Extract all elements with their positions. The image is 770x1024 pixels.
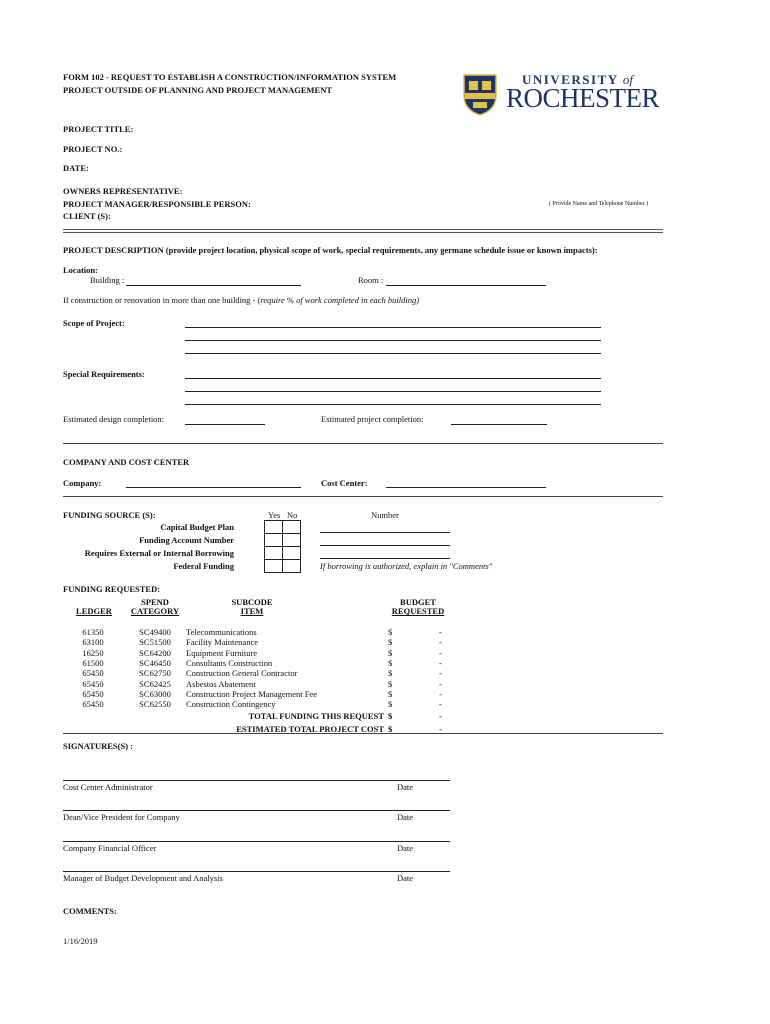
funding-account-number-field[interactable] xyxy=(320,545,450,546)
company-field[interactable] xyxy=(126,487,301,488)
category-cell: SC62750 xyxy=(139,668,171,679)
provide-name-note: ( Provide Name and Telephone Number ) xyxy=(549,201,649,207)
item-cell: Facility Maintenance xyxy=(186,637,258,648)
ledger-cell: 65450 xyxy=(82,668,104,679)
amount-cell: - xyxy=(439,668,442,679)
no-header: No xyxy=(287,510,298,520)
project-title-label: PROJECT TITLE: xyxy=(63,124,134,134)
amount-cell: - xyxy=(439,688,442,699)
logo-university-text: UNIVERSITY xyxy=(522,72,619,87)
currency-cell: $ xyxy=(388,678,393,689)
category-cell: SC62550 xyxy=(139,699,171,710)
design-completion-field[interactable] xyxy=(185,424,265,425)
signature-title: Manager of Budget Development and Analysis xyxy=(63,873,223,883)
room-label: Room : xyxy=(358,275,384,285)
signatures-heading: SIGNATURES(S) : xyxy=(63,741,133,751)
scope-of-project-label: Scope of Project: xyxy=(63,318,125,328)
borrowing-yes-checkbox[interactable] xyxy=(264,546,283,560)
ledger-cell: 61500 xyxy=(82,657,104,668)
cost-center-field[interactable] xyxy=(386,487,546,488)
borrowing-number-field[interactable] xyxy=(320,558,450,559)
section-divider xyxy=(63,496,663,497)
company-label: Company: xyxy=(63,478,102,488)
form-title-line1: FORM 102 - REQUEST TO ESTABLISH A CONSTRUCTION/INFORMATION SYSTEM xyxy=(63,72,397,82)
total-funding-currency: $ xyxy=(388,711,393,721)
logo-of-text: of xyxy=(622,72,634,87)
project-manager-label: PROJECT MANAGER/RESPONSIBLE PERSON: xyxy=(63,199,251,209)
section-divider xyxy=(63,443,663,444)
company-heading: COMPANY AND COST CENTER xyxy=(63,457,190,467)
project-completion-label: Estimated project completion: xyxy=(321,414,424,424)
funding-account-yes-checkbox[interactable] xyxy=(264,533,283,547)
category-cell: SC62425 xyxy=(139,678,171,689)
signature-title: Company Financial Officer xyxy=(63,843,157,853)
signature-title: Cost Center Administrator xyxy=(63,782,153,792)
ledger-cell: 65450 xyxy=(82,688,104,699)
currency-cell: $ xyxy=(388,688,393,699)
multi-building-note-prefix: If construction or renovation in more than one building - ( xyxy=(63,295,261,305)
category-cell: SC51500 xyxy=(139,637,171,648)
item-cell: Equipment Furniture xyxy=(186,647,258,658)
scope-line-3[interactable] xyxy=(185,353,601,354)
amount-cell: - xyxy=(439,699,442,710)
ledger-cell: 16250 xyxy=(82,647,104,658)
section-divider xyxy=(63,733,663,734)
category-cell: SC64200 xyxy=(139,647,171,658)
estimated-total-amount: - xyxy=(439,724,442,734)
owners-representative-label: OWNERS REPRESENTATIVE: xyxy=(63,186,183,196)
university-seal-icon xyxy=(460,72,500,116)
signature-date-label: Date xyxy=(397,873,414,883)
design-completion-label: Estimated design completion: xyxy=(63,414,165,424)
signature-line[interactable] xyxy=(63,780,450,781)
number-header: Number xyxy=(371,510,399,520)
signature-line[interactable] xyxy=(63,810,450,811)
signature-line[interactable] xyxy=(63,841,450,842)
funding-requested-heading: FUNDING REQUESTED: xyxy=(63,584,161,594)
funding-row-label: Funding Account Number xyxy=(139,535,234,545)
multi-building-note-italic: require % of work completed in each building) xyxy=(260,295,420,305)
room-field[interactable] xyxy=(386,285,546,286)
currency-cell: $ xyxy=(388,627,393,637)
special-line-3[interactable] xyxy=(185,404,601,405)
item-cell: Construction General Contractor xyxy=(186,668,298,679)
project-description-heading: PROJECT DESCRIPTION (provide project location, physical scope of work, special requirements, any germane schedule issue or known impacts): xyxy=(63,245,598,255)
section-divider xyxy=(63,229,663,233)
logo-rochester-text: ROCHESTER xyxy=(506,83,660,113)
footer-date: 1/16/2019 xyxy=(63,936,98,946)
funding-account-no-checkbox[interactable] xyxy=(282,533,301,547)
building-label: Building : xyxy=(90,275,125,285)
currency-cell: $ xyxy=(388,657,393,668)
amount-cell: - xyxy=(439,647,442,658)
building-field[interactable] xyxy=(126,285,301,286)
university-logo xyxy=(460,72,660,116)
category-cell: SC46450 xyxy=(139,657,171,668)
funding-row-label: Federal Funding xyxy=(173,561,234,571)
multi-building-note xyxy=(63,295,419,305)
amount-cell: - xyxy=(439,627,442,637)
total-funding-label: TOTAL FUNDING THIS REQUEST xyxy=(248,711,384,721)
capital-budget-number-field[interactable] xyxy=(320,532,450,533)
amount-cell: - xyxy=(439,637,442,648)
signature-date-label: Date xyxy=(397,843,414,853)
scope-line-2[interactable] xyxy=(185,340,601,341)
signature-date-label: Date xyxy=(397,812,414,822)
estimated-total-label: ESTIMATED TOTAL PROJECT COST xyxy=(236,724,384,734)
amount-cell: - xyxy=(439,657,442,668)
special-line-2[interactable] xyxy=(185,391,601,392)
estimated-total-currency: $ xyxy=(388,724,393,734)
amount-cell: - xyxy=(439,678,442,689)
date-label: DATE: xyxy=(63,163,89,173)
item-cell: Asbestos Abatement xyxy=(186,678,256,689)
federal-funding-no-checkbox[interactable] xyxy=(282,559,301,573)
scope-line-1[interactable] xyxy=(185,327,601,328)
project-completion-field[interactable] xyxy=(451,424,547,425)
location-label: Location: xyxy=(63,265,98,275)
yes-header: Yes xyxy=(268,510,281,520)
ledger-cell: 61350 xyxy=(82,627,104,637)
ledger-cell: 63100 xyxy=(82,637,104,648)
subcode-header: SUBCODE xyxy=(231,597,273,607)
comments-label: COMMENTS: xyxy=(63,906,117,916)
borrowing-no-checkbox[interactable] xyxy=(282,546,301,560)
item-cell: Consultants Construction xyxy=(186,657,273,668)
category-cell: SC49400 xyxy=(139,627,171,637)
special-requirements-label: Special Requirements: xyxy=(63,369,145,379)
budget-header: BUDGET xyxy=(400,597,436,607)
item-cell: Construction Contingency xyxy=(186,699,276,710)
form-title-line2: PROJECT OUTSIDE OF PLANNING AND PROJECT MANAGEMENT xyxy=(63,85,333,95)
cost-center-label: Cost Center: xyxy=(321,478,368,488)
total-funding-amount: - xyxy=(439,711,442,721)
funding-row-label: Capital Budget Plan xyxy=(160,522,234,532)
currency-cell: $ xyxy=(388,637,393,648)
signature-date-label: Date xyxy=(397,782,414,792)
spend-header-line1: SPEND xyxy=(141,597,169,607)
funding-source-heading: FUNDING SOURCE (S): xyxy=(63,510,156,520)
currency-cell: $ xyxy=(388,668,393,679)
ledger-cell: 65450 xyxy=(82,699,104,710)
category-header: CATEGORY xyxy=(130,606,180,616)
ledger-cell: 65450 xyxy=(82,678,104,689)
requested-header: REQUESTED xyxy=(391,606,445,616)
currency-cell: $ xyxy=(388,699,393,710)
item-cell: Telecommunications xyxy=(186,627,257,637)
borrowing-note: If borrowing is authorized, explain in "Comments" xyxy=(320,561,493,571)
item-header: ITEM xyxy=(240,606,264,616)
special-line-1[interactable] xyxy=(185,378,601,379)
project-no-label: PROJECT NO.: xyxy=(63,144,123,154)
capital-budget-no-checkbox[interactable] xyxy=(282,520,301,534)
signature-line[interactable] xyxy=(63,871,450,872)
ledger-header: LEDGER xyxy=(76,606,112,616)
item-cell: Construction Project Management Fee xyxy=(186,688,318,699)
signature-title: Dean/Vice President for Company xyxy=(63,812,180,822)
federal-funding-yes-checkbox[interactable] xyxy=(264,559,283,573)
currency-cell: $ xyxy=(388,647,393,658)
client-label: CLIENT (S): xyxy=(63,211,111,221)
funding-row-label: Requires External or Internal Borrowing xyxy=(84,548,234,558)
category-cell: SC63000 xyxy=(139,688,171,699)
capital-budget-yes-checkbox[interactable] xyxy=(264,520,283,534)
